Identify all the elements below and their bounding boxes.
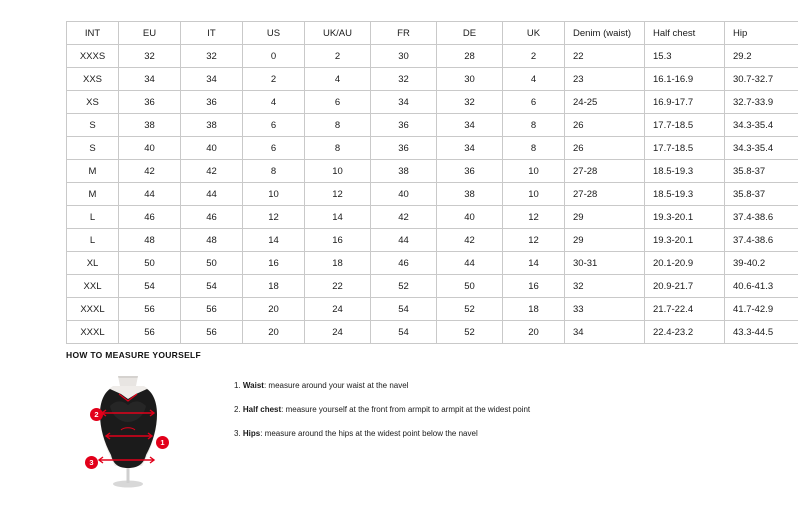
cell-denim: 27-28 [565, 183, 645, 206]
instruction-text: : measure around your waist at the navel [263, 381, 409, 390]
cell-de: 44 [437, 252, 503, 275]
cell-half-chest: 17.7-18.5 [645, 137, 725, 160]
cell-int: XS [67, 91, 119, 114]
table-row [67, 137, 798, 160]
cell-int: S [67, 114, 119, 137]
cell-int: L [67, 229, 119, 252]
cell-hip: 37.4-38.6 [725, 206, 798, 229]
cell-int: XXL [67, 275, 119, 298]
cell-ukau: 8 [305, 137, 371, 160]
cell-eu: 56 [119, 321, 181, 344]
cell-hip: 32.7-33.9 [725, 91, 798, 114]
cell-us: 20 [243, 298, 305, 321]
mannequin-figure-icon [66, 370, 186, 490]
cell-us: 2 [243, 68, 305, 91]
cell-it: 36 [181, 91, 243, 114]
column-header: EU [119, 22, 181, 45]
table-row [67, 45, 798, 68]
cell-half-chest: 16.9-17.7 [645, 91, 725, 114]
cell-denim: 29 [565, 229, 645, 252]
instruction-number: 2. [234, 404, 241, 414]
cell-uk: 18 [503, 298, 565, 321]
cell-int: M [67, 183, 119, 206]
cell-fr: 46 [371, 252, 437, 275]
cell-ukau: 12 [305, 183, 371, 206]
cell-int: XL [67, 252, 119, 275]
cell-fr: 42 [371, 206, 437, 229]
measure-instruction-half-chest [234, 406, 530, 415]
table-row [67, 114, 798, 137]
table-row [67, 91, 798, 114]
cell-half-chest: 22.4-23.2 [645, 321, 725, 344]
cell-eu: 48 [119, 229, 181, 252]
instruction-text: : measure yourself at the front from armpit to armpit at the widest point [281, 404, 531, 414]
cell-ukau: 8 [305, 114, 371, 137]
cell-ukau: 14 [305, 206, 371, 229]
cell-uk: 10 [503, 183, 565, 206]
table-row [67, 275, 798, 298]
cell-us: 0 [243, 45, 305, 68]
cell-fr: 54 [371, 321, 437, 344]
column-header: US [243, 22, 305, 45]
column-header: FR [371, 22, 437, 45]
cell-hip: 43.3-44.5 [725, 321, 798, 344]
table-row [67, 298, 798, 321]
cell-denim: 27-28 [565, 160, 645, 183]
cell-half-chest: 20.1-20.9 [645, 252, 725, 275]
cell-hip: 39-40.2 [725, 252, 798, 275]
column-header: UK [503, 22, 565, 45]
cell-hip: 35.8-37 [725, 160, 798, 183]
cell-fr: 30 [371, 45, 437, 68]
cell-ukau: 16 [305, 229, 371, 252]
cell-de: 42 [437, 229, 503, 252]
cell-uk: 2 [503, 45, 565, 68]
cell-de: 34 [437, 137, 503, 160]
cell-ukau: 4 [305, 68, 371, 91]
cell-us: 4 [243, 91, 305, 114]
table-row [67, 68, 798, 91]
cell-us: 14 [243, 229, 305, 252]
column-header: DE [437, 22, 503, 45]
table-row [67, 183, 798, 206]
cell-denim: 24-25 [565, 91, 645, 114]
size-chart-table [66, 21, 798, 344]
cell-us: 6 [243, 114, 305, 137]
cell-denim: 34 [565, 321, 645, 344]
cell-fr: 44 [371, 229, 437, 252]
cell-ukau: 18 [305, 252, 371, 275]
cell-half-chest: 19.3-20.1 [645, 206, 725, 229]
cell-fr: 32 [371, 68, 437, 91]
cell-half-chest: 17.7-18.5 [645, 114, 725, 137]
cell-eu: 32 [119, 45, 181, 68]
cell-us: 18 [243, 275, 305, 298]
cell-it: 40 [181, 137, 243, 160]
cell-denim: 33 [565, 298, 645, 321]
cell-fr: 54 [371, 298, 437, 321]
cell-eu: 56 [119, 298, 181, 321]
cell-hip: 37.4-38.6 [725, 229, 798, 252]
cell-denim: 26 [565, 114, 645, 137]
cell-half-chest: 18.5-19.3 [645, 160, 725, 183]
cell-ukau: 6 [305, 91, 371, 114]
cell-int: L [67, 206, 119, 229]
cell-de: 52 [437, 321, 503, 344]
measure-instruction-hips [234, 430, 530, 439]
cell-eu: 46 [119, 206, 181, 229]
cell-int: XXXL [67, 298, 119, 321]
cell-de: 28 [437, 45, 503, 68]
mannequin-illustration [66, 370, 186, 490]
column-header: Half chest [645, 22, 725, 45]
cell-it: 34 [181, 68, 243, 91]
cell-uk: 4 [503, 68, 565, 91]
cell-half-chest: 19.3-20.1 [645, 229, 725, 252]
cell-it: 42 [181, 160, 243, 183]
cell-denim: 26 [565, 137, 645, 160]
measure-instructions-list [234, 382, 530, 453]
cell-uk: 8 [503, 114, 565, 137]
cell-ukau: 2 [305, 45, 371, 68]
cell-de: 36 [437, 160, 503, 183]
cell-uk: 12 [503, 206, 565, 229]
cell-uk: 6 [503, 91, 565, 114]
cell-de: 30 [437, 68, 503, 91]
cell-hip: 35.8-37 [725, 183, 798, 206]
cell-us: 10 [243, 183, 305, 206]
cell-ukau: 10 [305, 160, 371, 183]
cell-us: 16 [243, 252, 305, 275]
table-row [67, 252, 798, 275]
cell-de: 50 [437, 275, 503, 298]
column-header: INT [67, 22, 119, 45]
cell-us: 8 [243, 160, 305, 183]
cell-hip: 29.2 [725, 45, 798, 68]
cell-half-chest: 20.9-21.7 [645, 275, 725, 298]
table-row [67, 229, 798, 252]
cell-half-chest: 18.5-19.3 [645, 183, 725, 206]
cell-eu: 40 [119, 137, 181, 160]
cell-int: M [67, 160, 119, 183]
measure-body [66, 370, 746, 490]
cell-eu: 36 [119, 91, 181, 114]
table-header-row [67, 22, 798, 45]
marker-hips: 3 [85, 456, 98, 469]
cell-de: 38 [437, 183, 503, 206]
cell-uk: 20 [503, 321, 565, 344]
instruction-number: 1. [234, 381, 241, 390]
instruction-number: 3. [234, 428, 241, 438]
instruction-term: Waist [242, 381, 264, 390]
cell-int: XXXS [67, 45, 119, 68]
cell-fr: 36 [371, 137, 437, 160]
cell-uk: 16 [503, 275, 565, 298]
cell-fr: 34 [371, 91, 437, 114]
cell-ukau: 24 [305, 298, 371, 321]
cell-it: 44 [181, 183, 243, 206]
cell-denim: 32 [565, 275, 645, 298]
table-row [67, 160, 798, 183]
cell-hip: 40.6-41.3 [725, 275, 798, 298]
column-header: Hip [725, 22, 798, 45]
cell-it: 48 [181, 229, 243, 252]
cell-eu: 50 [119, 252, 181, 275]
cell-uk: 10 [503, 160, 565, 183]
cell-int: S [67, 137, 119, 160]
measure-instruction-waist [234, 382, 530, 391]
instruction-text: : measure around the hips at the widest point below the navel [260, 428, 478, 438]
cell-ukau: 22 [305, 275, 371, 298]
cell-denim: 30-31 [565, 252, 645, 275]
table-row [67, 206, 798, 229]
cell-uk: 8 [503, 137, 565, 160]
cell-hip: 34.3-35.4 [725, 137, 798, 160]
column-header: UK/AU [305, 22, 371, 45]
cell-de: 32 [437, 91, 503, 114]
cell-hip: 41.7-42.9 [725, 298, 798, 321]
size-chart-container [66, 21, 774, 344]
table-body [67, 45, 798, 344]
cell-denim: 29 [565, 206, 645, 229]
cell-us: 12 [243, 206, 305, 229]
cell-hip: 34.3-35.4 [725, 114, 798, 137]
cell-eu: 34 [119, 68, 181, 91]
cell-eu: 44 [119, 183, 181, 206]
cell-it: 56 [181, 298, 243, 321]
cell-it: 38 [181, 114, 243, 137]
cell-fr: 38 [371, 160, 437, 183]
cell-half-chest: 15.3 [645, 45, 725, 68]
cell-eu: 38 [119, 114, 181, 137]
cell-half-chest: 16.1-16.9 [645, 68, 725, 91]
column-header: IT [181, 22, 243, 45]
cell-de: 34 [437, 114, 503, 137]
cell-denim: 22 [565, 45, 645, 68]
cell-fr: 52 [371, 275, 437, 298]
cell-us: 20 [243, 321, 305, 344]
cell-de: 52 [437, 298, 503, 321]
instruction-term: Hips [242, 428, 261, 438]
instruction-term: Half chest [242, 404, 282, 414]
marker-waist: 1 [156, 436, 169, 449]
column-header: Denim (waist) [565, 22, 645, 45]
cell-ukau: 24 [305, 321, 371, 344]
how-to-measure-section [66, 350, 746, 490]
cell-it: 56 [181, 321, 243, 344]
cell-hip: 30.7-32.7 [725, 68, 798, 91]
section-title: HOW TO MEASURE YOURSELF [66, 350, 202, 360]
cell-int: XXXL [67, 321, 119, 344]
cell-it: 50 [181, 252, 243, 275]
cell-eu: 42 [119, 160, 181, 183]
cell-it: 32 [181, 45, 243, 68]
cell-it: 46 [181, 206, 243, 229]
cell-eu: 54 [119, 275, 181, 298]
marker-half-chest: 2 [90, 408, 103, 421]
cell-int: XXS [67, 68, 119, 91]
cell-uk: 12 [503, 229, 565, 252]
cell-half-chest: 21.7-22.4 [645, 298, 725, 321]
table-row [67, 321, 798, 344]
cell-fr: 40 [371, 183, 437, 206]
cell-de: 40 [437, 206, 503, 229]
cell-denim: 23 [565, 68, 645, 91]
cell-fr: 36 [371, 114, 437, 137]
cell-uk: 14 [503, 252, 565, 275]
cell-us: 6 [243, 137, 305, 160]
cell-it: 54 [181, 275, 243, 298]
